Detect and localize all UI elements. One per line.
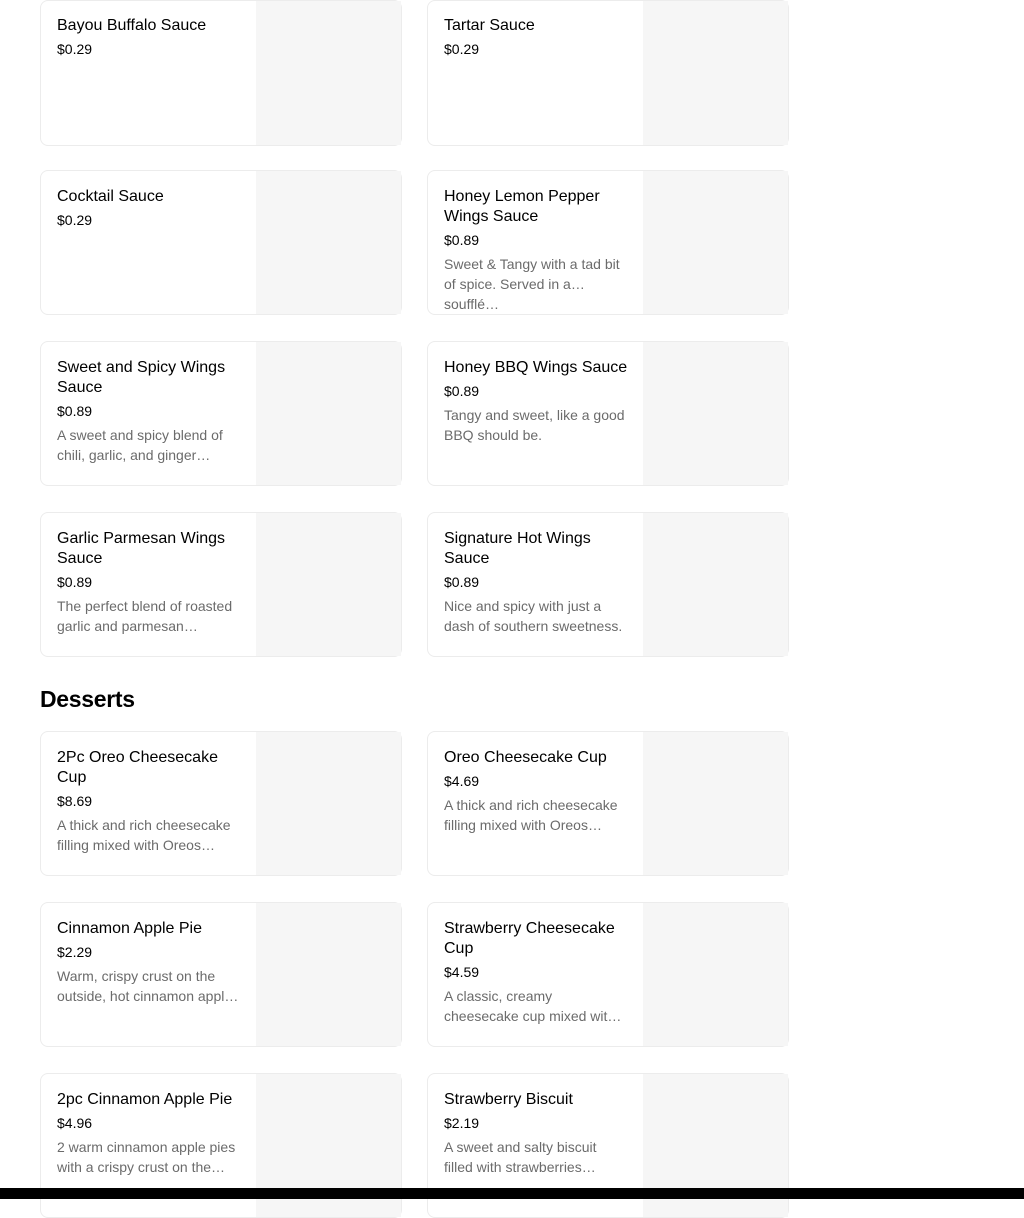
menu-item-info [444, 358, 628, 445]
menu-item-price: $0.89 [444, 574, 480, 590]
menu-item-price: $4.59 [444, 964, 480, 980]
menu-item-info [57, 16, 241, 58]
bottom-bar [0, 1188, 1024, 1199]
menu-item-price: $0.89 [444, 383, 480, 399]
menu-item-card[interactable] [427, 902, 789, 1047]
menu-item-image [643, 903, 788, 1046]
section-title-desserts: Desserts [40, 686, 135, 712]
menu-item-info [444, 1090, 628, 1177]
menu-item-card[interactable] [40, 0, 402, 146]
menu-item-price: $0.29 [444, 41, 480, 57]
menu-item-card[interactable] [40, 902, 402, 1047]
menu-item-description: A sweet and salty biscuit filled with strawberries… [444, 1139, 597, 1175]
menu-item-image [643, 171, 788, 314]
menu-item-price: $0.29 [57, 41, 93, 57]
menu-item-image [643, 732, 788, 875]
menu-item-name: Sweet and Spicy Wings Sauce [57, 359, 226, 396]
menu-item-price: $0.89 [57, 574, 93, 590]
menu-item-info [444, 748, 628, 835]
menu-item-description: 2 warm cinnamon apple pies with a crispy crust on the… [57, 1139, 236, 1175]
menu-item-price: $0.89 [57, 403, 93, 419]
menu-item-card[interactable] [40, 512, 402, 657]
menu-item-name: Honey Lemon Pepper Wings Sauce [444, 188, 600, 225]
menu-item-info [57, 1090, 241, 1177]
menu-item-name: 2pc Cinnamon Apple Pie [57, 1091, 233, 1108]
menu-item-card[interactable] [427, 731, 789, 876]
menu-item-image [256, 732, 401, 875]
menu-item-image [643, 513, 788, 656]
menu-item-name: Cinnamon Apple Pie [57, 920, 202, 937]
menu-item-image [643, 1, 788, 145]
menu-item-card[interactable] [40, 341, 402, 486]
menu-item-name: Oreo Cheesecake Cup [444, 749, 607, 766]
menu-item-image [256, 171, 401, 314]
menu-item-price: $0.29 [57, 212, 93, 228]
menu-item-info [444, 16, 628, 58]
menu-item-description: Warm, crispy crust on the outside, hot cinnamon appl… [57, 968, 239, 1004]
menu-item-price: $0.89 [444, 232, 480, 248]
menu-item-description: Tangy and sweet, like a good BBQ should be. [444, 407, 625, 443]
menu-item-image [256, 513, 401, 656]
menu-item-info [444, 529, 628, 636]
menu-item-price: $2.29 [57, 944, 93, 960]
menu-item-description: Sweet & Tangy with a tad bit of spice. Served in a soufflé… [444, 256, 620, 312]
menu-item-price: $8.69 [57, 793, 93, 809]
menu-item-info [444, 919, 628, 1026]
menu-item-description: A thick and rich cheesecake filling mixed with Oreos… [444, 797, 618, 833]
menu-item-image [256, 1, 401, 145]
menu-item-info [57, 919, 241, 1006]
menu-item-name: Cocktail Sauce [57, 188, 164, 205]
menu-item-price: $2.19 [444, 1115, 480, 1131]
menu-item-image [643, 342, 788, 485]
menu-item-card[interactable] [40, 170, 402, 315]
menu-item-card[interactable] [427, 512, 789, 657]
menu-item-card[interactable] [427, 341, 789, 486]
menu-item-info [57, 358, 241, 465]
menu-item-image [256, 342, 401, 485]
menu-item-description: A classic, creamy cheesecake cup mixed wit… [444, 988, 622, 1024]
menu-item-card[interactable] [427, 170, 789, 315]
menu-item-card[interactable] [427, 0, 789, 146]
menu-item-name: Tartar Sauce [444, 17, 535, 34]
menu-item-description: A thick and rich cheesecake filling mixed with Oreos… [57, 817, 231, 853]
menu-item-info [57, 187, 241, 229]
menu-item-name: Honey BBQ Wings Sauce [444, 359, 628, 376]
menu-item-name: Garlic Parmesan Wings Sauce [57, 530, 226, 567]
menu-item-info [57, 529, 241, 636]
menu-item-name: Strawberry Cheesecake Cup [444, 920, 615, 957]
menu-item-description: Nice and spicy with just a dash of southern sweetness. [444, 598, 623, 634]
menu-item-name: Signature Hot Wings Sauce [444, 530, 591, 567]
menu-item-name: 2Pc Oreo Cheesecake Cup [57, 749, 218, 786]
menu-item-info [444, 187, 628, 312]
menu-item-name: Bayou Buffalo Sauce [57, 17, 207, 34]
menu-item-description: The perfect blend of roasted garlic and parmesan… [57, 598, 233, 634]
menu-item-info [57, 748, 241, 855]
menu-item-image [256, 903, 401, 1046]
menu-item-card[interactable] [40, 731, 402, 876]
menu-item-name: Strawberry Biscuit [444, 1091, 573, 1108]
menu-item-description: A sweet and spicy blend of chili, garlic, and ginger… [57, 427, 223, 463]
menu-item-price: $4.69 [444, 773, 480, 789]
menu-item-price: $4.96 [57, 1115, 93, 1131]
